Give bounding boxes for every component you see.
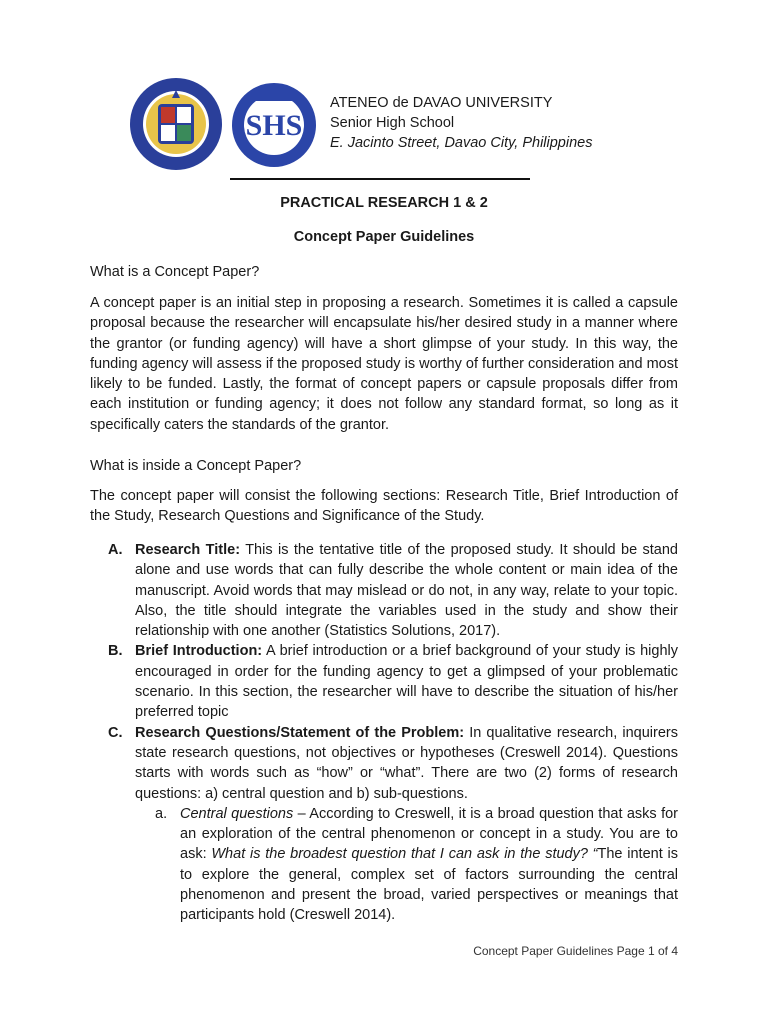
university-seal-logo (130, 78, 222, 170)
page-footer: Concept Paper Guidelines Page 1 of 4 (473, 944, 678, 958)
sub-text: The intent is to explore the general, complex set of factors surrounding the central phenomenon and present the broad, varied perspectives or meanings that participants hold (Creswell 2014). (180, 846, 678, 924)
header-divider (230, 178, 530, 180)
sub-letter: a. (155, 805, 168, 822)
paragraph-text: A concept paper is an initial step in proposing a research. Sometimes it is called a capsule proposal because the researcher will encapsulate his/her desired study in a manner where the grantor (or funding agency) will have a short glimpse of your study. In this way, the funding agency will assess if the proposed study is worthy of further consideration and most likely to be funded. Lastly, the format of concept papers or capsule proposals differ from each institution or funding agency; it does not follow any standard format, so long as it specifically caters the standards of the grantor. (90, 295, 678, 433)
list-item-brief-introduction (90, 641, 678, 722)
list-heading: Research Questions/Statement of the Problem: (135, 724, 465, 741)
section-question: What is inside a Concept Paper? (90, 458, 302, 474)
shs-logo (232, 83, 316, 167)
sub-term: Central questions (180, 805, 294, 822)
list-heading: Brief Introduction: (135, 643, 263, 660)
shs-logo-text: SHS (245, 109, 303, 142)
university-name: ATENEO de DAVAO UNIVERSITY (330, 95, 553, 111)
school-address: E. Jacinto Street, Davao City, Philippines (330, 135, 593, 151)
section-question: What is a Concept Paper? (90, 264, 260, 280)
logos (128, 76, 324, 172)
list-text: This is the tentative title of the proposed study. It should be stand alone and use words that can fully describe the whole content or main idea of the manuscript. Avoid words that may mislead or do not, in any way, relate to your topic. Also, the title should integrate the variables used in the study and show their relationship with one another (Statistics Solutions, 2017). (135, 542, 678, 640)
sub-item-central-questions (135, 804, 678, 926)
list-item-research-questions (90, 723, 678, 804)
list-heading: Research Title: (135, 542, 241, 558)
sub-question: What is the broadest question that I can ask in the study? “ (211, 846, 598, 863)
paragraph-text: The concept paper will consist the following sections: Research Title, Brief Introduction of the Study, Research Questions and Significance of the Study. (90, 488, 678, 525)
question-what-inside (90, 456, 678, 476)
list-item-research-title (90, 540, 678, 641)
list-letter: A. (108, 542, 123, 558)
list-letter: C. (108, 724, 123, 741)
list-text: In qualitative research, inquirers state research questions, not objectives or hypotheses (Creswell 2014). Questions starts with words such as “how” or “what”. There are two (2) forms of research questions: a) central question and b) sub-questions. (135, 724, 678, 802)
sub-text: – According to Creswell, it is a broad question that asks for an exploration of the central phenomenon or concept in a study. You are to ask: (180, 805, 679, 863)
paragraph-sections (90, 486, 678, 527)
school-address-block (330, 93, 592, 153)
list-letter: B. (108, 643, 123, 660)
question-what-is (90, 262, 678, 282)
list-text: A brief introduction or a brief background of your study is highly encouraged in order for the funding agency to get a glimpsed of your problematic scenario. In this section, the researcher will have to describe the situation of his/her preferred topic (135, 643, 679, 721)
page-title: PRACTICAL RESEARCH 1 & 2 (280, 195, 488, 211)
school-name: Senior High School (330, 115, 455, 131)
paragraph-definition (90, 293, 678, 435)
page-subtitle: Concept Paper Guidelines (293, 229, 475, 245)
sections-list (90, 540, 678, 926)
